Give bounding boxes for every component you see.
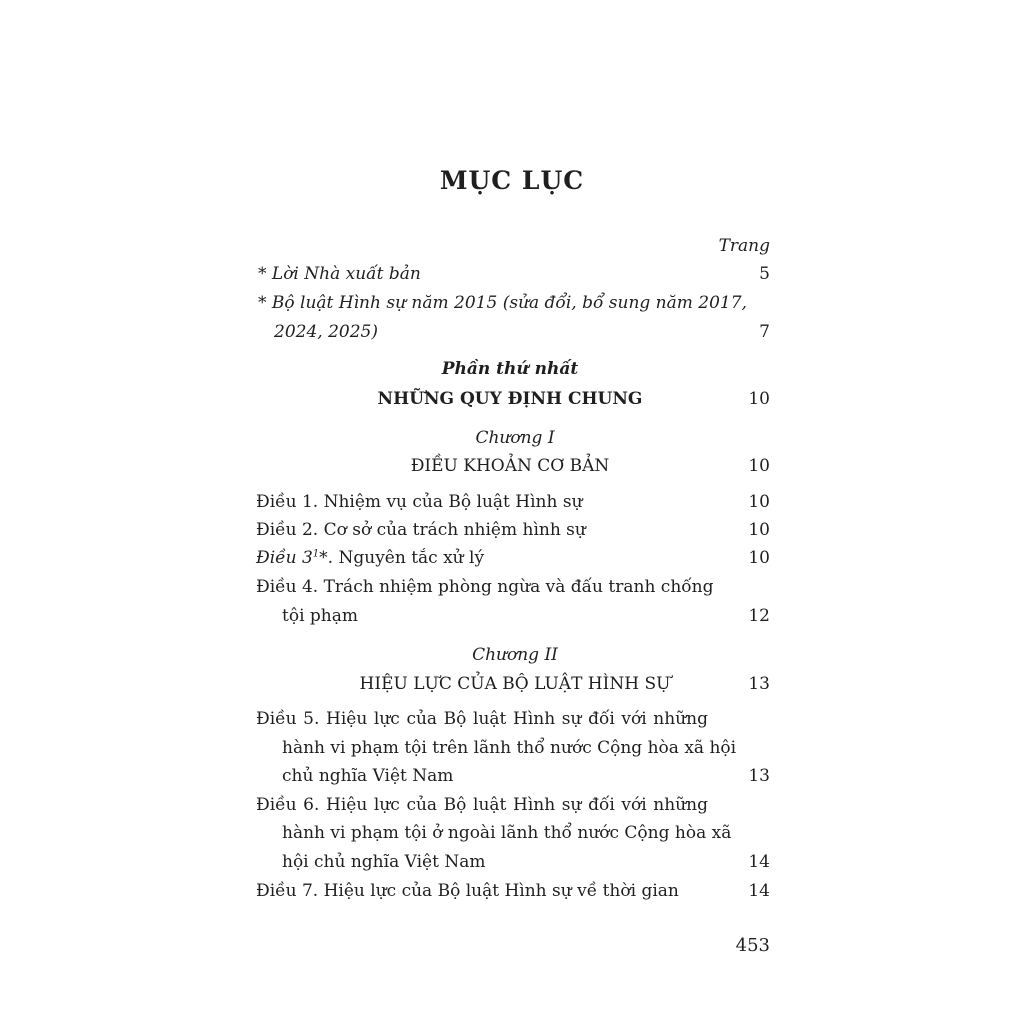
toc-item-dieu-4-line1: Điều 4. Trách nhiệm phòng ngừa và đấu tranh chống: [256, 577, 714, 597]
toc-page-number: 7: [759, 322, 770, 342]
toc-page-number: 10: [748, 520, 770, 540]
toc-item-bo-luat-line2: 2024, 2025): [274, 322, 378, 342]
toc-page-number: 10: [748, 456, 770, 476]
page-number: 453: [735, 935, 770, 956]
toc-page-number: 10: [748, 492, 770, 512]
toc-item-dieu-5-line1: Điều 5. Hiệu lực của Bộ luật Hình sự đối với những: [256, 709, 708, 729]
toc-item-dieu-1: Điều 1. Nhiệm vụ của Bộ luật Hình sự: [256, 492, 583, 512]
chapter-title: ĐIỀU KHOẢN CƠ BẢN: [410, 456, 610, 476]
chapter-title: HIỆU LỰC CỦA BỘ LUẬT HÌNH SỰ: [359, 674, 671, 694]
toc-item-dieu-6-line1: Điều 6. Hiệu lực của Bộ luật Hình sự đối với những: [256, 795, 708, 815]
chapter-label: Chương II: [472, 645, 558, 665]
dieu-3-superscript: 1: [312, 548, 320, 560]
dieu-3-suffix: *.: [319, 548, 334, 568]
page-title: MỤC LỤC: [439, 166, 585, 195]
toc-item-bo-luat-line1: * Bộ luật Hình sự năm 2015 (sửa đổi, bổ sung năm 2017,: [258, 293, 747, 313]
chapter-label: Chương I: [475, 428, 555, 448]
toc-page-number: 13: [748, 766, 770, 786]
toc-item-dieu-4-line2: tội phạm: [282, 606, 358, 626]
toc-item-dieu-6-line2: hành vi phạm tội ở ngoài lãnh thổ nước Cộng hòa xã: [282, 823, 732, 843]
toc-page-number: 14: [748, 852, 770, 872]
toc-item-dieu-5-line3: chủ nghĩa Việt Nam: [282, 766, 454, 786]
part-label: Phần thứ nhất: [441, 359, 579, 379]
toc-page-number: 13: [748, 674, 770, 694]
toc-page-number: 14: [748, 881, 770, 901]
toc-item-dieu-5-line2: hành vi phạm tội trên lãnh thổ nước Cộng hòa xã hội: [282, 738, 737, 758]
dieu-3-prefix: Điều 3: [256, 548, 313, 568]
page-column-label: Trang: [718, 236, 770, 256]
toc-item-dieu-7: Điều 7. Hiệu lực của Bộ luật Hình sự về thời gian: [256, 881, 679, 901]
toc-page-number: 5: [759, 264, 770, 284]
toc-item-dieu-6-line3: hội chủ nghĩa Việt Nam: [282, 852, 486, 872]
toc-item-dieu-3: [256, 548, 484, 568]
toc-page-number: 10: [748, 389, 770, 409]
toc-item-loi-nha-xuat-ban: * Lời Nhà xuất bản: [258, 264, 421, 284]
part-title: NHỮNG QUY ĐỊNH CHUNG: [377, 389, 643, 409]
toc-page-number: 10: [748, 548, 770, 568]
toc-page-number: 12: [748, 606, 770, 626]
dieu-3-rest: Nguyên tắc xử lý: [338, 548, 485, 568]
toc-item-dieu-2: Điều 2. Cơ sở của trách nhiệm hình sự: [256, 520, 586, 540]
